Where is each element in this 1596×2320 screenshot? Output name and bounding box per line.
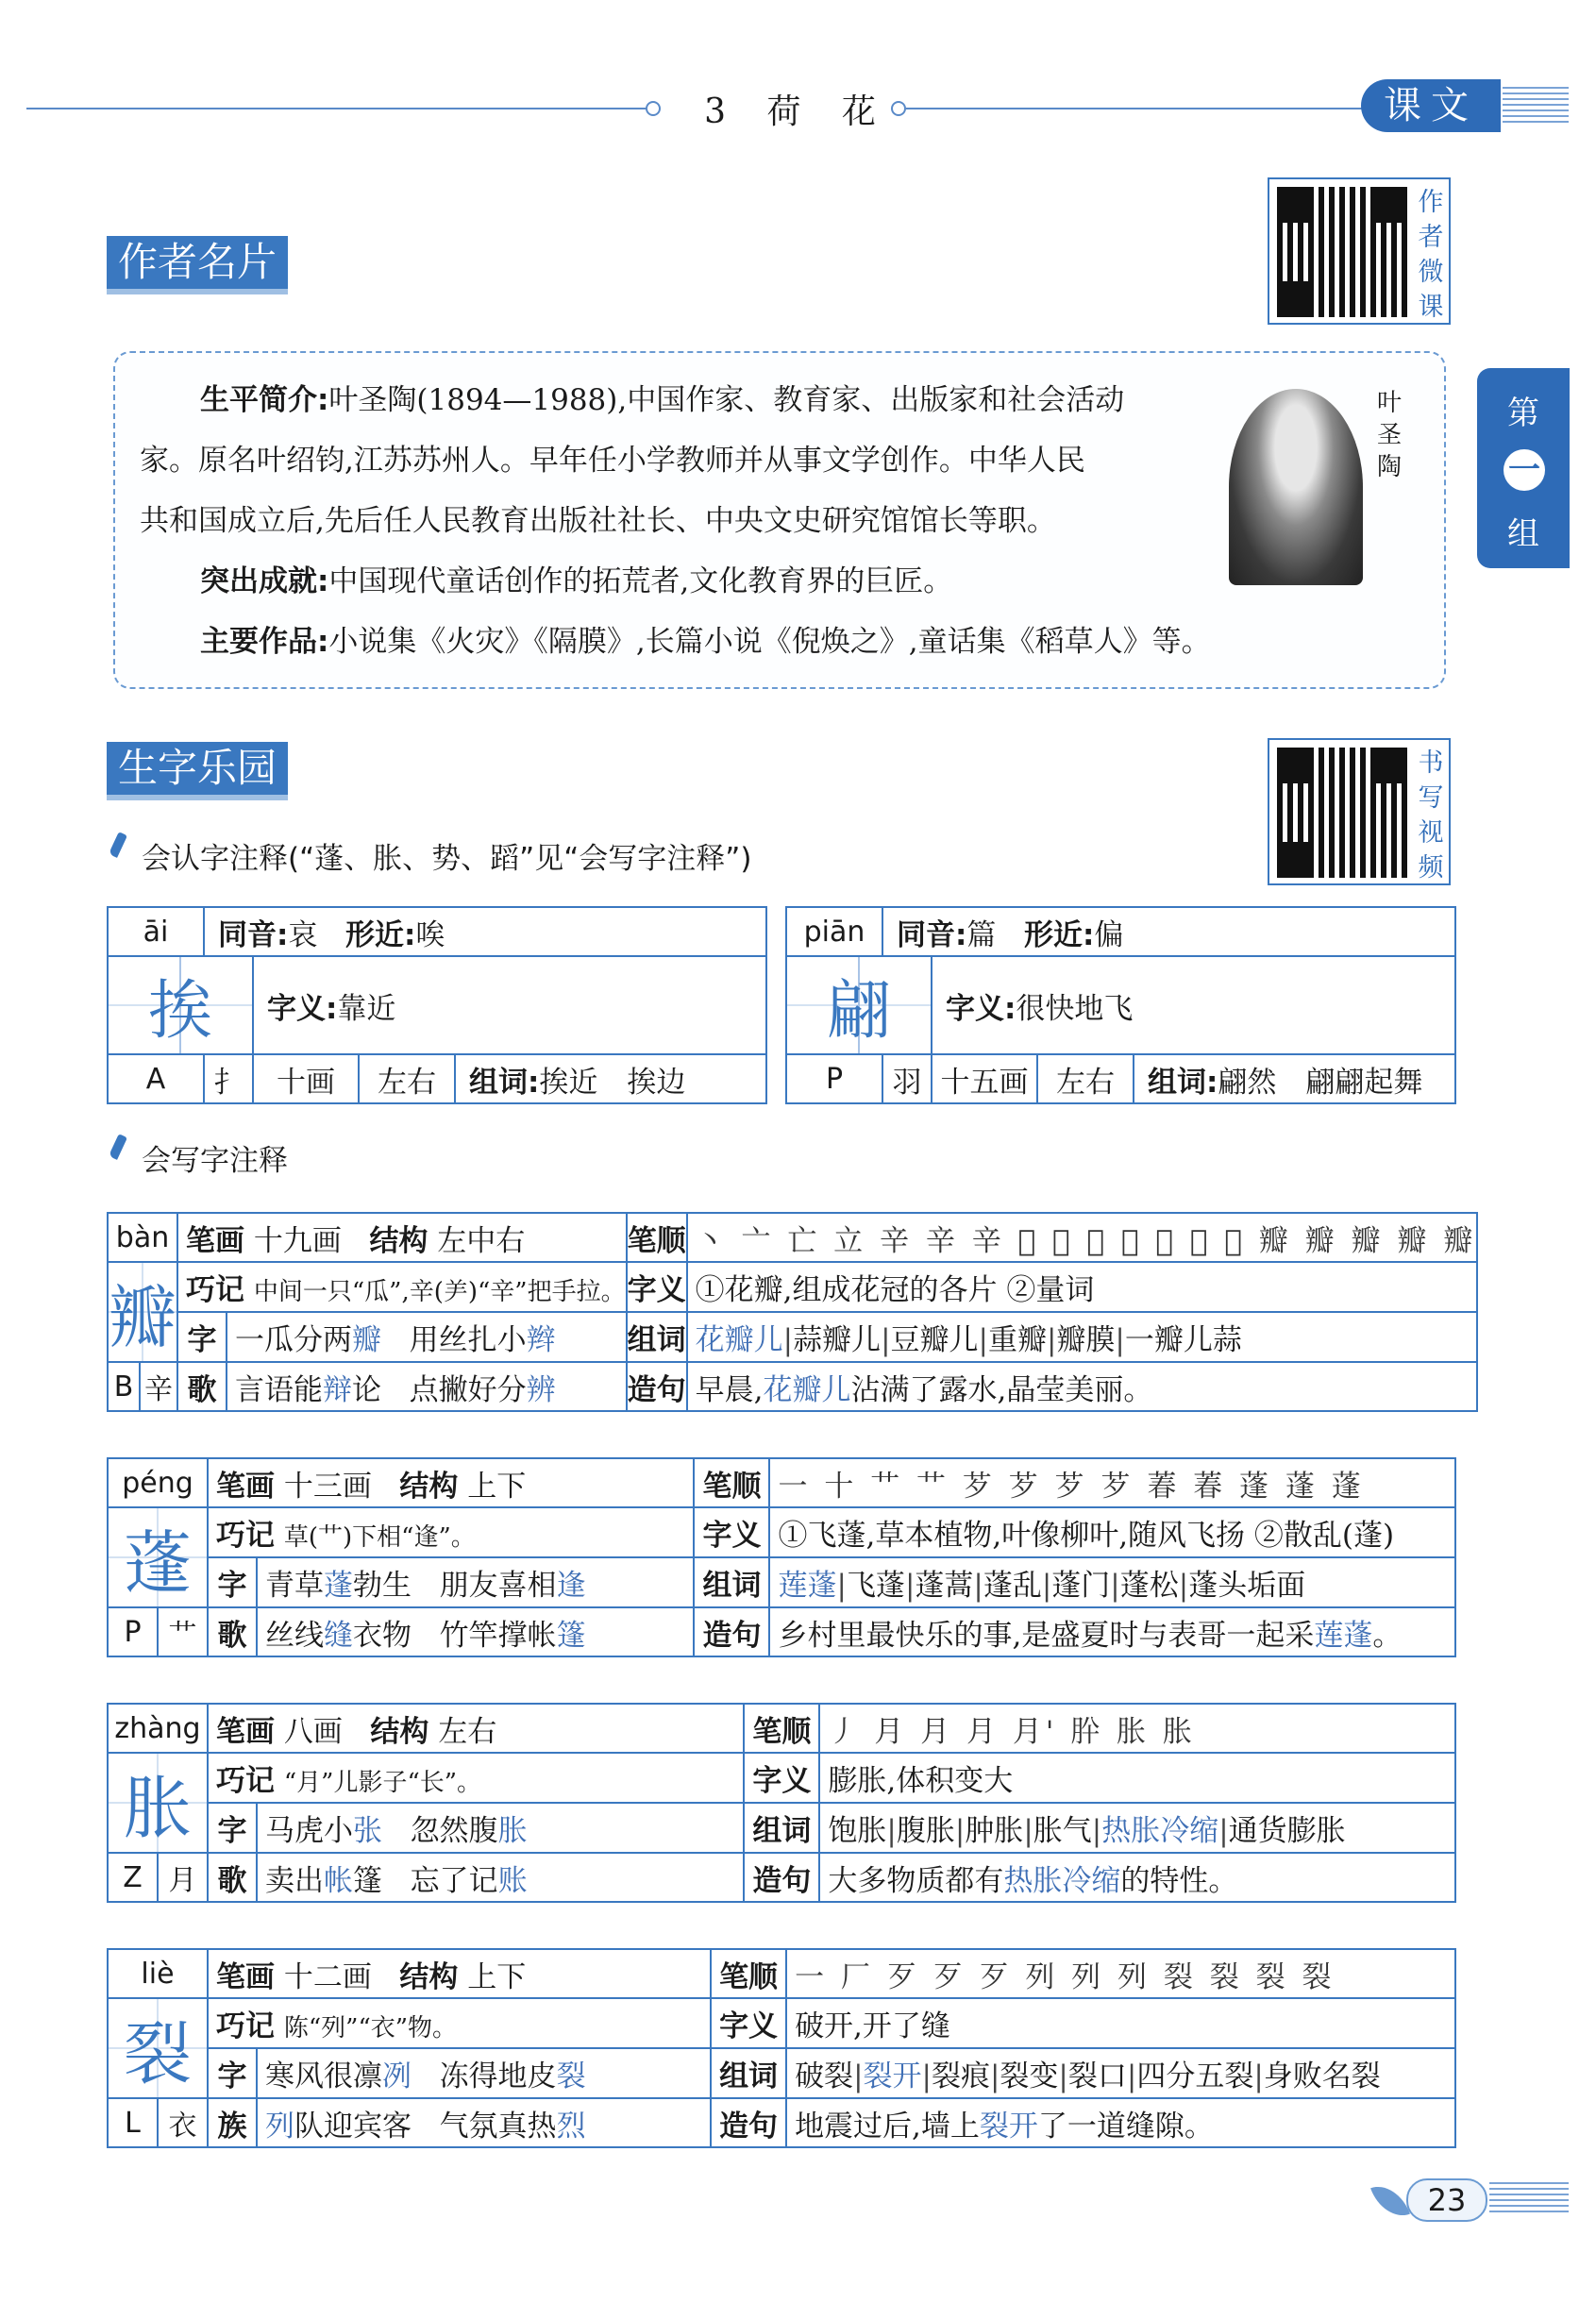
word-separator: | [1023,1814,1033,1848]
recognize-card-pian [785,906,1456,1104]
radical: 辛 [140,1362,177,1411]
order-label: 笔顺 [694,1458,769,1507]
compound-word: 一瓣儿蒜 [1124,1323,1242,1357]
header-stripes [1503,87,1569,125]
author-section-title: 作者名片 [107,236,288,294]
sentence-label: 造句 [711,2098,786,2147]
stroke-order: 丿 月 月 月 月' 肸 胀 胀 [819,1704,1455,1753]
order-label: 笔顺 [711,1949,786,1998]
stroke-count: 十九画 [253,1223,342,1258]
meaning-label: 字义: [946,991,1016,1026]
meaning: 破开,开了缝 [786,1998,1455,2048]
structure: 上下 [467,1959,527,1994]
compound-word: 破裂 [795,2059,854,2093]
words-label: 组词: [469,1065,540,1100]
word-separator: | [1041,1569,1052,1603]
radical: 衣 [158,2098,208,2147]
char-glyph: 裂 [108,1998,208,2098]
structure-label: 结构 [399,1959,459,1994]
index-letter: B [108,1362,140,1411]
song-line2b-hl: 篷 [556,1618,586,1653]
write-card [107,1212,1478,1412]
recognize-card-ai [107,906,767,1104]
compound-word: 肿胀 [965,1814,1024,1848]
header-dot-right [891,101,906,116]
lesson-title: 3 荷 花 [704,92,891,131]
radical: 羽 [882,1054,932,1103]
lesson-type-tag: 课文 [1361,79,1501,132]
compound-word: 蓬蒿 [915,1569,974,1603]
word-separator: | [853,2059,864,2093]
word-separator: | [886,1814,897,1848]
song-line2a: 言语能 [235,1372,324,1407]
word-separator: | [1178,1569,1189,1603]
meaning-label: 字义: [267,991,338,1026]
char-glyph: 胀 [108,1753,208,1853]
compound-words [786,2048,1455,2098]
words-label: 组词: [1148,1065,1218,1100]
compound-word: 热胀冷缩 [1101,1814,1219,1848]
radical: 艹 [158,1607,208,1656]
word-separator: | [1218,1814,1229,1848]
sentence-b: 的特性。 [1120,1863,1238,1898]
compound-words [687,1312,1478,1362]
header-dot-left [646,101,661,116]
char-pinyin: āi [108,907,204,956]
tip-label: 巧记 [216,1519,275,1553]
words-label: 组词 [694,1557,769,1607]
song-label-1: 字 [208,2048,257,2098]
compound-word: 饱胀 [828,1814,887,1848]
char-pinyin: péng [108,1458,208,1507]
word-separator: | [978,1323,988,1357]
radical: 月 [158,1853,208,1902]
song-label-2: 族 [208,2098,257,2147]
song-line1b: 冻得地皮 [439,2059,557,2093]
pen-icon [109,832,127,858]
compound-word: 花瓣儿 [695,1323,783,1357]
pen-icon [109,1134,127,1160]
compound-word: 裂口 [1067,2059,1127,2093]
index-letter: Z [108,1853,158,1902]
structure-label: 结构 [370,1714,429,1749]
compound-word: 蓬松 [1119,1569,1179,1603]
index-letter: L [108,2098,158,2147]
works-label: 主要作品: [200,625,329,659]
structure-label: 结构 [399,1469,459,1504]
author-qr-label: 作者微课 [1418,188,1444,322]
achievement-text: 中国现代童话创作的拓荒者,文化教育界的巨匠。 [328,564,953,598]
same-sound-label: 同音: [897,917,967,952]
stroke-order: 一 厂 歹 歹 歹 列 列 列 裂 裂 裂 裂 [786,1949,1455,1998]
song-line2a-end: 论 [352,1372,382,1407]
similar: 唉 [415,917,445,952]
write-card [107,1703,1456,1903]
unit-tab-line1: 第 [1507,395,1539,432]
song-line2b-hl: 账 [497,1863,528,1898]
bio-line2: 家。原名叶绍钧,江苏苏州人。早年任小学教师并从事文学创作。中华人民 [140,444,1085,478]
memory-tip: 中间一只“瓜”,辛(⺶)“辛”把手拉。 [253,1278,626,1306]
song-label-1: 字 [208,1803,257,1853]
compound-words [819,1803,1455,1853]
sentence-label: 造句 [744,1853,819,1902]
meaning: 很快地飞 [1016,991,1134,1026]
structure-label: 结构 [369,1223,428,1258]
structure: 左右 [1037,1054,1134,1103]
char-pinyin: piān [786,907,882,956]
meaning: ①飞蓬,草本植物,叶像柳叶,随风飞扬 ②散乱(蓬) [769,1507,1455,1557]
song-line1b-hl: 裂 [556,2059,586,2093]
meaning: 靠近 [337,991,396,1026]
structure: 左右 [359,1054,455,1103]
char-glyph: 挨 [108,956,253,1054]
unit-side-tab[interactable] [1477,368,1570,568]
same-sound: 哀 [288,917,318,952]
strokes-label: 笔画 [216,1469,275,1504]
song-line2b: 点撇好分 [409,1372,527,1407]
compound-word: 豆瓣儿 [890,1323,979,1357]
song-line1a-hl: 冽 [382,2059,412,2093]
strokes-label: 笔画 [216,1959,275,1994]
stroke-count: 八画 [283,1714,343,1749]
portrait-caption: 叶圣陶 [1376,389,1402,481]
compound-word: 蓬门 [1051,1569,1111,1603]
author-portrait [1229,389,1363,585]
song-line1a-hl: 蓬 [324,1569,353,1603]
words-label: 组词 [627,1312,687,1362]
meaning: 膨胀,体积变大 [819,1753,1455,1803]
sentence-b: 沾满了露水,晶莹美丽。 [850,1372,1153,1407]
stroke-count: 十五画 [932,1054,1037,1103]
words: 挨近 挨边 [539,1065,686,1100]
compound-word: 腹胀 [896,1814,955,1848]
tip-label: 巧记 [186,1273,245,1307]
char-glyph: 蓬 [108,1507,208,1607]
char-pinyin: liè [108,1949,208,1998]
structure: 上下 [467,1469,527,1504]
word-separator: | [881,1323,891,1357]
compound-word: 莲蓬 [778,1569,837,1603]
stroke-count: 十三画 [283,1469,372,1504]
structure: 左右 [438,1714,497,1749]
meaning: ①花瓣,组成花冠的各片 ②量词 [687,1262,1478,1312]
index-letter: A [108,1054,204,1103]
word-separator: | [1110,1569,1120,1603]
word-separator: | [1126,2059,1137,2093]
structure: 左中右 [437,1223,526,1258]
meaning-label: 字义 [744,1753,819,1803]
song-line2b: 竹竿撑帐 [439,1618,557,1653]
strokes-label: 笔画 [216,1714,275,1749]
writing-qr-code[interactable] [1268,738,1451,885]
song-line2a-end: 衣物 [353,1618,412,1653]
words-label: 组词 [711,2048,786,2098]
song-line1b-hl: 胀 [497,1814,528,1848]
compound-word: 瓣膜 [1056,1323,1116,1357]
compound-word: 胀气 [1033,1814,1092,1848]
compound-words [769,1557,1455,1607]
sentence-hl: 莲蓬 [1314,1618,1373,1653]
leaf-icon [1370,2178,1410,2224]
sentence-a: 乡村里最快乐的事,是盛夏时与表哥一起采 [778,1618,1315,1653]
bio-line3: 共和国成立后,先后任人民教育出版社社长、中央文史研究馆馆长等职。 [140,504,1056,538]
song-label-1: 字 [208,1557,257,1607]
word-separator: | [1253,2059,1264,2093]
song-line2b-hl: 烈 [556,2109,586,2143]
sentence-label: 造句 [694,1607,769,1656]
word-separator: | [989,2059,1000,2093]
char-glyph: 瓣 [108,1262,177,1362]
similar-label: 形近: [1023,917,1095,952]
qr-code-icon [1277,187,1407,317]
song-line2a: 卖出 [265,1863,324,1898]
sentence-hl: 裂开 [979,2109,1038,2143]
song-line1a: 青草 [265,1569,324,1603]
sentence-hl: 花瓣儿 [763,1372,851,1407]
song-line1a: 马虎小 [265,1814,353,1848]
author-qr-code[interactable] [1268,177,1451,325]
word-separator: | [921,2059,932,2093]
compound-word: 裂变 [1000,2059,1059,2093]
song-line1a-end: 勃生 [353,1569,412,1603]
compound-word: 蒜瓣儿 [793,1323,882,1357]
compound-word: 裂痕 [931,2059,990,2093]
strokes-label: 笔画 [186,1223,245,1258]
memory-tip: 草(艹)下相“逢”。 [283,1523,476,1552]
compound-word: 裂开 [863,2059,922,2093]
song-line1a-hl: 瓣 [352,1323,382,1357]
radical: 扌 [204,1054,253,1103]
compound-word: 通货膨胀 [1228,1814,1346,1848]
word-separator: | [954,1814,966,1848]
bio-label: 生平简介: [200,383,329,417]
song-line2a: 丝线 [265,1618,324,1653]
song-line2a-end: 队迎宾客 [294,2109,412,2143]
word-separator: | [1091,1814,1102,1848]
word-separator: | [973,1569,983,1603]
words-label: 组词 [744,1803,819,1853]
char-pinyin: bàn [108,1213,177,1262]
song-line2a-hl: 辩 [323,1372,353,1407]
memory-tip: “月”儿影子“长”。 [283,1769,482,1797]
write-card [107,1948,1456,2148]
song-line2b: 忘了记 [410,1863,498,1898]
song-line1b: 朋友喜相 [439,1569,557,1603]
song-line1a: 一瓜分两 [235,1323,353,1357]
song-line2b-hl: 辨 [526,1372,556,1407]
meaning-label: 字义 [694,1507,769,1557]
song-line2a-hl: 列 [265,2109,294,2143]
tip-label: 巧记 [216,1764,275,1798]
stroke-count: 十画 [253,1054,359,1103]
compound-word: 蓬乱 [983,1569,1042,1603]
word-separator: | [1058,2059,1068,2093]
achievement-label: 突出成就: [200,564,329,598]
song-line1b-hl: 逢 [556,1569,586,1603]
write-card [107,1457,1456,1657]
qr-code-icon [1277,748,1407,878]
order-label: 笔顺 [627,1213,687,1262]
sentence-label: 造句 [627,1362,687,1411]
song-line2a-hl: 帐 [324,1863,353,1898]
sentence-a: 早晨, [695,1372,764,1407]
order-label: 笔顺 [744,1704,819,1753]
word-separator: | [904,1569,916,1603]
index-letter: P [108,1607,158,1656]
stroke-order: 丶 亠 亡 立 辛 辛 辛 𫝀 𫝀 𫝀 𫝀 𫝀 𫝀 𫝀 瓣 瓣 瓣 瓣 瓣 [687,1213,1478,1262]
write-heading: 会写字注释 [142,1144,288,1178]
word-separator: | [836,1569,847,1603]
song-line1a-hl: 张 [353,1814,382,1848]
song-line1b: 忽然腹 [410,1814,498,1848]
footer-stripes [1489,2182,1569,2216]
recognize-heading: 会认字注释(“蓬、胀、势、蹈”见“会写字注释”) [142,842,752,876]
unit-tab-line3: 组 [1507,515,1539,553]
song-line1b-hl: 辫 [526,1323,556,1357]
similar-label: 形近: [344,917,416,952]
sentence-a: 大多物质都有 [828,1863,1004,1898]
compound-word: 四分五裂 [1136,2059,1254,2093]
char-glyph: 翩 [786,956,932,1054]
author-bio [140,370,1225,672]
compound-word: 重瓣 [987,1323,1047,1357]
similar: 偏 [1094,917,1124,952]
song-line1b: 用丝扎小 [409,1323,527,1357]
sentence-hl: 热胀冷缩 [1003,1863,1121,1898]
header-rule-left [26,108,649,109]
word-separator: | [1115,1323,1125,1357]
stroke-order: 一 十 艹 艹 芕 芕 芕 芕 萶 萶 蓬 蓬 蓬 [769,1458,1455,1507]
song-label-2: 歌 [208,1853,257,1902]
tip-label: 巧记 [216,2009,275,2043]
compound-word: 飞蓬 [846,1569,905,1603]
page-number: 23 [1406,2178,1487,2222]
writing-qr-label: 书写视频 [1418,748,1444,883]
word-separator: | [782,1323,794,1357]
index-letter: P [786,1054,882,1103]
meaning-label: 字义 [711,1998,786,2048]
song-label-1: 字 [177,1312,227,1362]
characters-section-title: 生字乐园 [107,742,288,800]
song-line2a-end: 篷 [353,1863,382,1898]
sentence-a: 地震过后,墙上 [795,2109,980,2143]
header-rule-right [906,108,1363,109]
compound-word: 蓬头垢面 [1188,1569,1306,1603]
bio-line1: 叶圣陶(1894—1988),中国作家、教育家、出版家和社会活动 [328,383,1125,417]
song-label-2: 歌 [177,1362,227,1411]
sentence-b: 了一道缝隙。 [1037,2109,1214,2143]
song-line1a: 寒风很凛 [265,2059,382,2093]
sentence-b: 。 [1372,1618,1403,1653]
unit-tab-number: 一 [1504,449,1545,491]
same-sound-label: 同音: [218,917,289,952]
works-text: 小说集《火灾》《隔膜》,长篇小说《倪焕之》,童话集《稻草人》等。 [328,625,1211,659]
memory-tip: 陈“列”“衣”物。 [283,2014,458,2043]
song-label-2: 歌 [208,1607,257,1656]
meaning-label: 字义 [627,1262,687,1312]
word-separator: | [1046,1323,1057,1357]
compound-word: 身败名裂 [1263,2059,1381,2093]
song-line2a-hl: 缝 [324,1618,353,1653]
song-line2b: 气氛真热 [439,2109,557,2143]
same-sound: 篇 [966,917,997,952]
char-pinyin: zhàng [108,1704,208,1753]
words: 翩然 翩翩起舞 [1218,1065,1423,1100]
stroke-count: 十二画 [283,1959,372,1994]
